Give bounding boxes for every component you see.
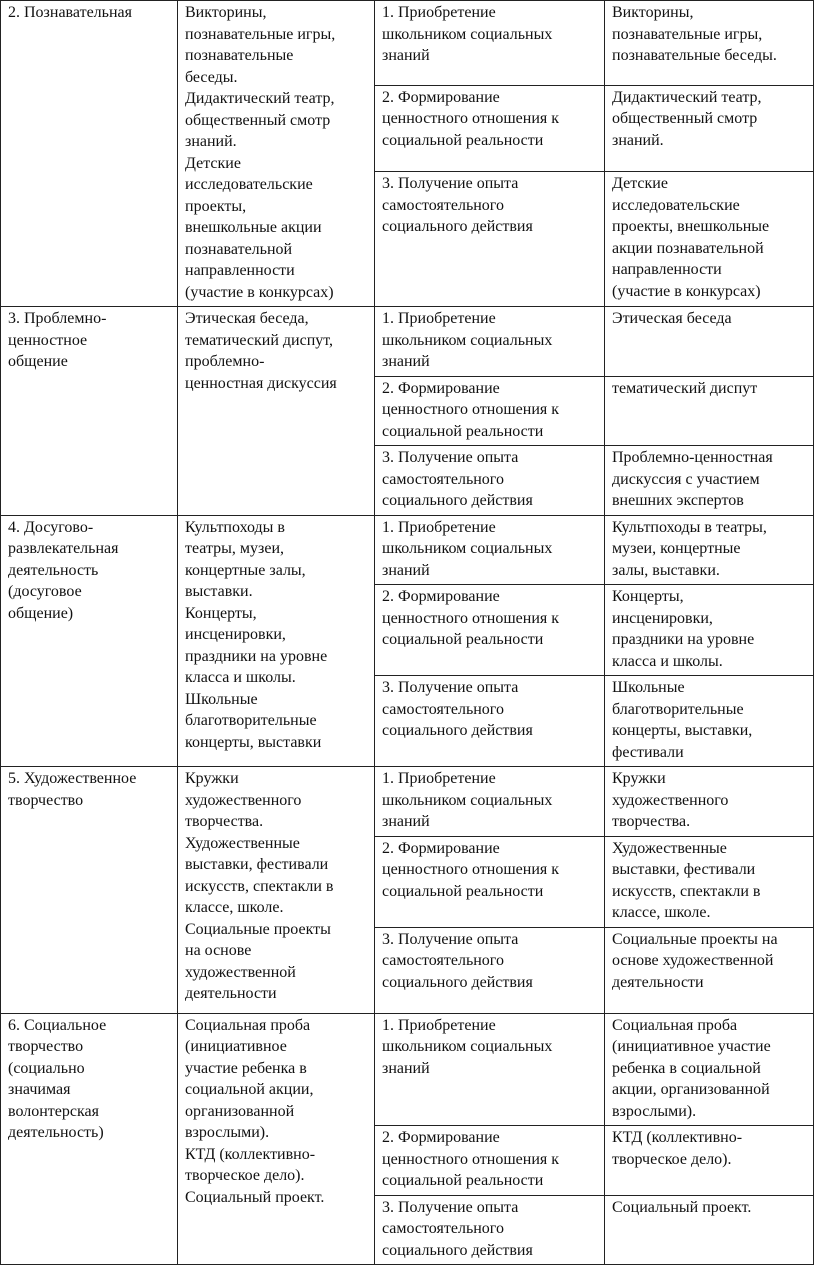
table-row (1, 515, 814, 585)
table-row (1, 767, 814, 837)
result-level-cell: 2. Формирование ценностного отношения к социальной реальности (375, 376, 605, 446)
level-form-cell: Художественные выставки, фестивали искусств, спектакли в классе, школе. (605, 836, 814, 927)
activity-forms-cell: Этическая беседа, тематический диспут, проблемно- ценностная дискуссия (178, 307, 375, 516)
level-form-cell: Дидактический театр, общественный смотр знаний. (605, 85, 814, 172)
activity-type-cell: 5. Художественное творчество (1, 767, 178, 1014)
level-form-cell: Кружки художественного творчества. (605, 767, 814, 837)
result-level-cell: 3. Получение опыта самостоятельного социального действия (375, 446, 605, 516)
result-level-cell: 1. Приобретение школьником социальных знаний (375, 307, 605, 377)
level-form-cell: Культпоходы в театры, музеи, концертные залы, выставки. (605, 515, 814, 585)
activity-forms-cell: Культпоходы в театры, музеи, концертные залы, выставки. Концерты, инсценировки, праздники на уровне класса и школы. Школьные благотворительные концерты, выставки (178, 515, 375, 767)
level-form-cell: Социальные проекты на основе художественной деятельности (605, 927, 814, 1013)
table-row (1, 307, 814, 377)
result-level-cell: 1. Приобретение школьником социальных знаний (375, 515, 605, 585)
result-level-cell: 1. Приобретение школьником социальных знаний (375, 1, 605, 86)
level-form-cell: Социальная проба (инициативное участие ребенка в социальной акции, организованной взрослыми). (605, 1013, 814, 1126)
activity-forms-cell: Социальная проба (инициативное участие ребенка в социальной акции, организованной взрослыми). КТД (коллективно- творческое дело). Социальный проект. (178, 1013, 375, 1265)
activity-type-cell: 3. Проблемно- ценностное общение (1, 307, 178, 516)
result-level-cell: 3. Получение опыта самостоятельного социального действия (375, 676, 605, 767)
table-row (1, 1, 814, 86)
activity-forms-cell: Кружки художественного творчества. Художественные выставки, фестивали искусств, спектакли в классе, школе. Социальные проекты на основе художественной деятельности (178, 767, 375, 1014)
result-level-cell: 3. Получение опыта самостоятельного социального действия (375, 1195, 605, 1265)
level-form-cell: Школьные благотворительные концерты, выставки, фестивали (605, 676, 814, 767)
level-form-cell: Детские исследовательские проекты, внешкольные акции познавательной направленности (участие в конкурсах) (605, 172, 814, 307)
result-level-cell: 2. Формирование ценностного отношения к социальной реальности (375, 1126, 605, 1196)
result-level-cell: 2. Формирование ценностного отношения к социальной реальности (375, 585, 605, 676)
result-level-cell: 1. Приобретение школьником социальных знаний (375, 767, 605, 837)
table-row (1, 1013, 814, 1126)
result-level-cell: 2. Формирование ценностного отношения к социальной реальности (375, 836, 605, 927)
activity-type-cell: 4. Досугово- развлекательная деятельность (досуговое общение) (1, 515, 178, 767)
result-level-cell: 2. Формирование ценностного отношения к социальной реальности (375, 85, 605, 172)
activity-forms-cell: Викторины, познавательные игры, познавательные беседы. Дидактический театр, общественный смотр знаний. Детские исследовательские проекты, внешкольные акции познавательной направленности (участие в конкурсах) (178, 1, 375, 307)
level-form-cell: тематический диспут (605, 376, 814, 446)
activity-type-cell: 2. Познавательная (1, 1, 178, 307)
result-level-cell: 3. Получение опыта самостоятельного социального действия (375, 172, 605, 307)
result-level-cell: 1. Приобретение школьником социальных знаний (375, 1013, 605, 1126)
result-level-cell: 3. Получение опыта самостоятельного социального действия (375, 927, 605, 1013)
activity-type-cell: 6. Социальное творчество (социально значимая волонтерская деятельность) (1, 1013, 178, 1265)
level-form-cell: Социальный проект. (605, 1195, 814, 1265)
level-form-cell: КТД (коллективно- творческое дело). (605, 1126, 814, 1196)
level-form-cell: Этическая беседа (605, 307, 814, 377)
level-form-cell: Проблемно-ценностная дискуссия с участием внешних экспертов (605, 446, 814, 516)
level-form-cell: Викторины, познавательные игры, познавательные беседы. (605, 1, 814, 86)
level-form-cell: Концерты, инсценировки, праздники на уровне класса и школы. (605, 585, 814, 676)
